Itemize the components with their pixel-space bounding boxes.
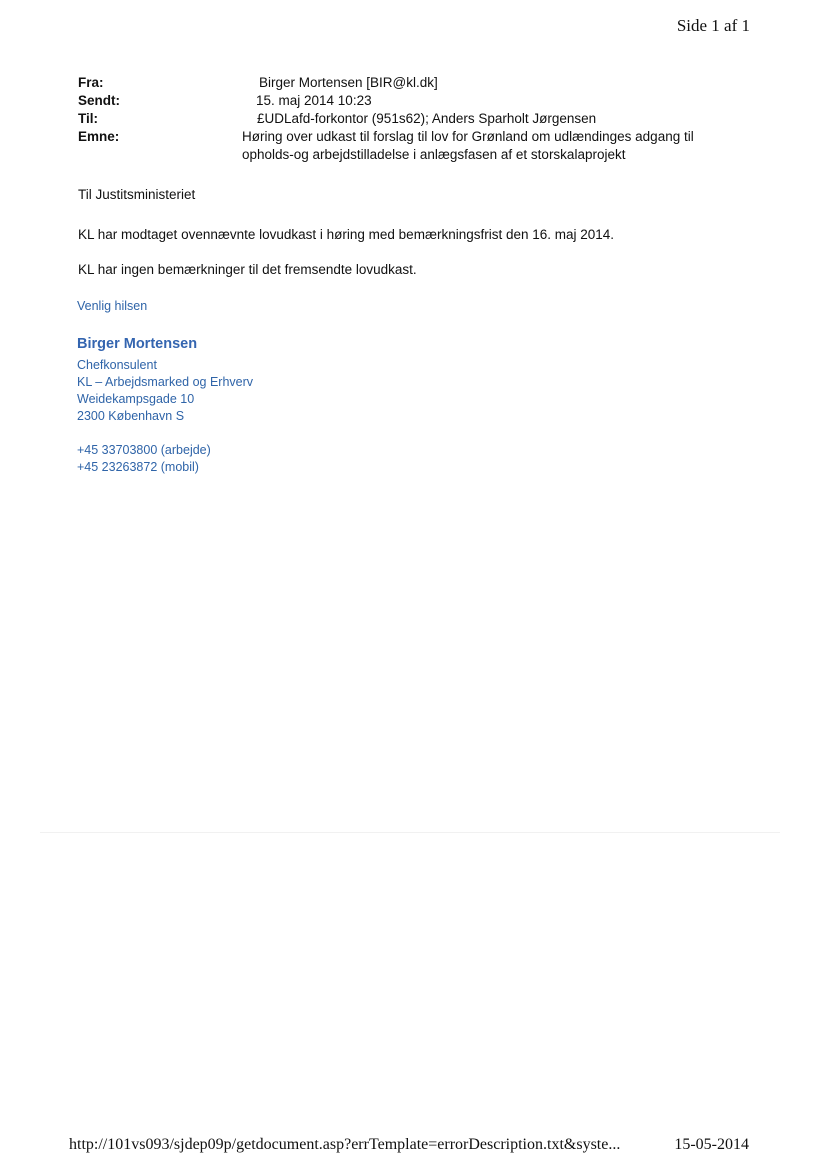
email-headers bbox=[78, 74, 748, 164]
subject-value: Høring over udkast til forslag til lov for Grønland om udlændinges adgang til opholds-og arbejdstilladelse i anlægsfasen af et storskalaprojekt bbox=[242, 129, 694, 162]
footer-url: http://101vs093/sjdep09p/getdocument.asp?errTemplate=errorDescription.txt&syste... bbox=[69, 1136, 621, 1153]
body-paragraph-2: KL har ingen bemærkninger til det fremsendte lovudkast. bbox=[78, 262, 417, 277]
signature-phone-work: +45 33703800 (arbejde) bbox=[77, 443, 211, 457]
signature-spacer bbox=[77, 425, 253, 442]
signature-greeting: Venlig hilsen bbox=[77, 299, 148, 313]
salutation: Til Justitsministeriet bbox=[78, 187, 196, 202]
page-number-header: Side 1 af 1 bbox=[676, 16, 750, 35]
to-value: £UDLafd-forkontor (951s62); Anders Sparholt Jørgensen bbox=[257, 111, 597, 126]
signature-street: Weidekampsgade 10 bbox=[77, 392, 195, 406]
from-row bbox=[78, 74, 748, 92]
signature-title: Chefkonsulent bbox=[77, 358, 157, 372]
sent-row bbox=[78, 92, 748, 110]
sent-value: 15. maj 2014 10:23 bbox=[256, 93, 372, 108]
from-value: Birger Mortensen [BIR@kl.dk] bbox=[259, 75, 438, 90]
signature-block bbox=[77, 357, 253, 476]
footer-date: 15-05-2014 bbox=[674, 1136, 749, 1153]
subject-row bbox=[78, 128, 748, 164]
signature-phone-mobile: +45 23263872 (mobil) bbox=[77, 460, 199, 474]
subject-label: Emne: bbox=[78, 129, 120, 144]
signature-name: Birger Mortensen bbox=[77, 336, 198, 352]
signature-department: KL – Arbejdsmarked og Erhverv bbox=[77, 375, 254, 389]
scan-divider bbox=[40, 832, 780, 833]
sent-label: Sendt: bbox=[78, 93, 120, 108]
to-row bbox=[78, 110, 748, 128]
to-label: Til: bbox=[78, 111, 98, 126]
signature-city: 2300 København S bbox=[77, 409, 185, 423]
body-paragraph-1: KL har modtaget ovennævnte lovudkast i høring med bemærkningsfrist den 16. maj 2014. bbox=[78, 227, 615, 242]
from-label: Fra: bbox=[78, 75, 104, 90]
